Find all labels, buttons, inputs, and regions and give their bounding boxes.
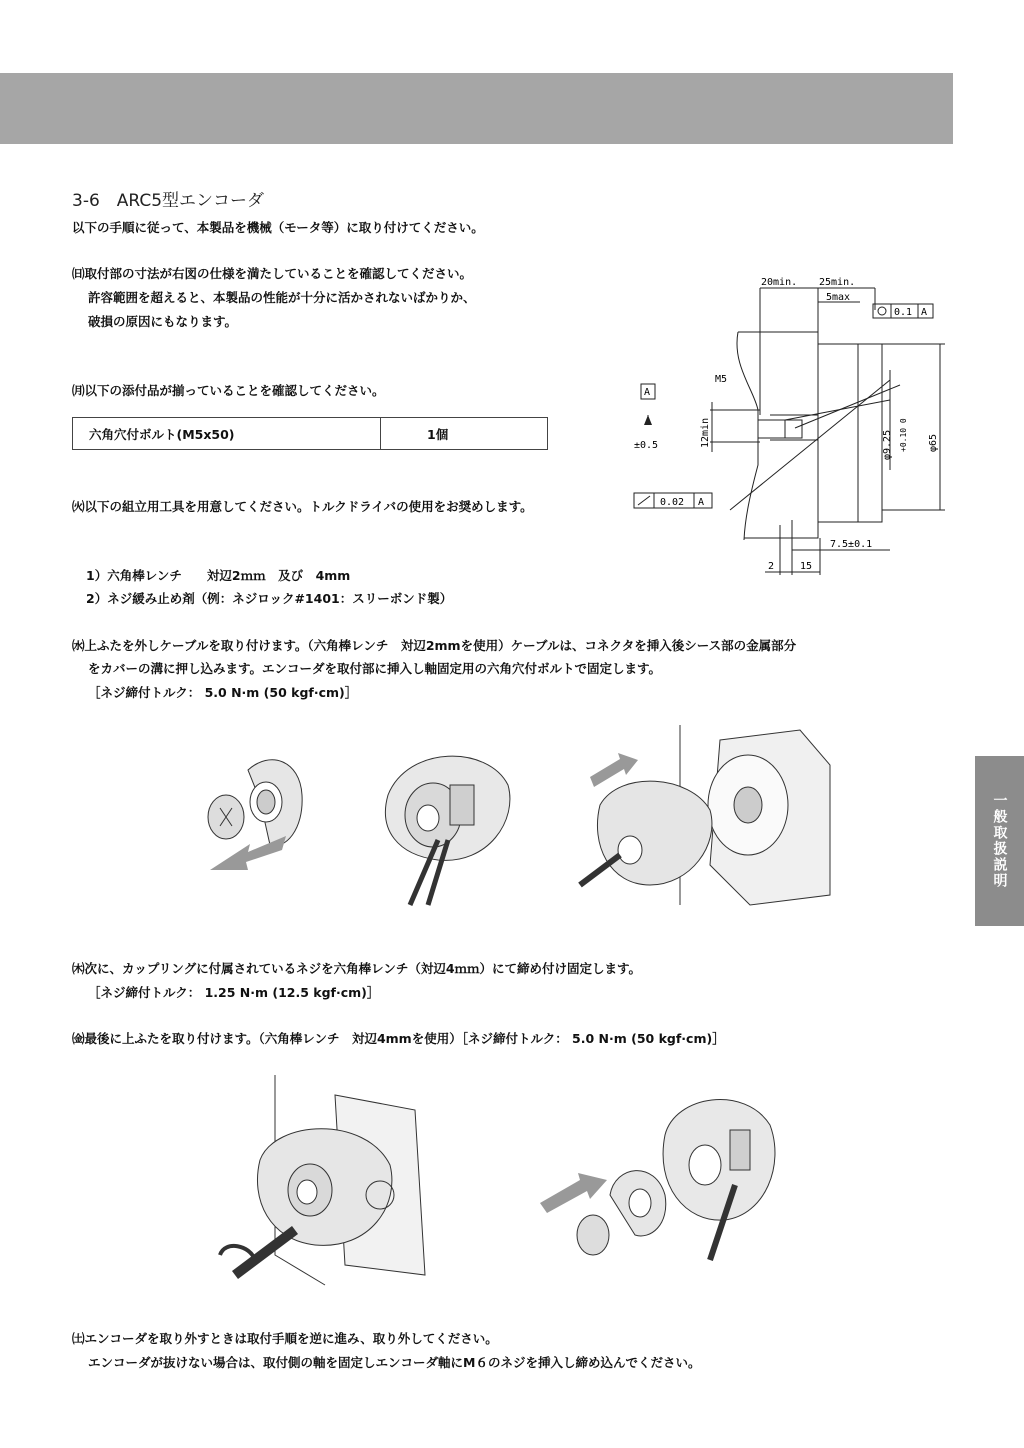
dim-25min: 25min. [819, 277, 856, 288]
step4-illustration-cable-attach [368, 740, 518, 910]
step-2: ㈪以下の添付品が揃っていることを確認してください。 [72, 383, 385, 398]
thread-m5: M5 [715, 374, 728, 385]
step-mark: ㈪ [72, 383, 85, 398]
datum-label: A [644, 387, 651, 398]
step-mark: ㈰ [72, 266, 85, 281]
dim-15: 15 [800, 561, 813, 572]
parts-table [72, 417, 548, 450]
datum-ref: A [921, 307, 928, 318]
step-6: ㈮最後に上ふたを取り付けます。（六角棒レンチ 対辺4mmを使用）［ネジ締付トルク： 5.0 N·m (50 kgf·cm)］ [72, 1031, 725, 1046]
step-mark: ㈮ [72, 1031, 85, 1046]
part-qty: 1個 [381, 418, 548, 450]
side-tab-label: 一般取扱説明 [991, 793, 1008, 889]
dim-phi925: φ9.25 [882, 429, 893, 460]
step-mark: ㈬ [72, 638, 85, 653]
dim-phi65: φ65 [928, 433, 939, 452]
section-title: 3-6 ARC5型エンコーダ [72, 191, 265, 211]
step-mark: ㈫ [72, 499, 85, 514]
side-index-tab[interactable] [975, 756, 1024, 926]
intro-text: 以下の手順に従って、本製品を機械（モータ等）に取り付けてください。 [72, 220, 484, 235]
runout-datum: A [698, 497, 705, 508]
table-row [73, 418, 548, 450]
step6-illustration-screw-tightening [215, 1075, 435, 1295]
dim-2: 2 [768, 561, 775, 572]
step6-illustration-cover-attach [535, 1075, 785, 1275]
dim-phi925-tol: +0.10 0 [899, 418, 908, 452]
dim-7-5: 7.5±0.1 [830, 539, 873, 550]
mounting-dimension-drawing [620, 270, 955, 580]
dim-12min: 12min [700, 417, 711, 448]
step-mark: ㈭ [72, 961, 85, 976]
step4-illustration-mount-to-motor [560, 725, 840, 915]
tool-item: 1）六角棒レンチ 対辺2ｍｍ 及び 4mm [86, 568, 351, 583]
dim-5max: 5max [826, 292, 851, 303]
step-mark: ㈯ [72, 1331, 85, 1346]
step-3: ㈫以下の組立用工具を用意してください。トルクドライバの使用をお奨めします。 [72, 499, 533, 514]
tool-item: 2）ネジ緩み止め剤（例：ネジロック#1401：スリーボンド製） [86, 591, 453, 606]
step4-illustration-cover-removal [190, 740, 330, 910]
part-name: 六角穴付ボルト(M5x50) [73, 418, 381, 450]
dim-20min: 20min. [761, 277, 798, 288]
tol-pm05: ±0.5 [634, 440, 659, 451]
circularity-tolerance: 0.1 [894, 307, 913, 318]
runout-tolerance: 0.02 [660, 497, 685, 508]
header-banner [0, 73, 953, 144]
